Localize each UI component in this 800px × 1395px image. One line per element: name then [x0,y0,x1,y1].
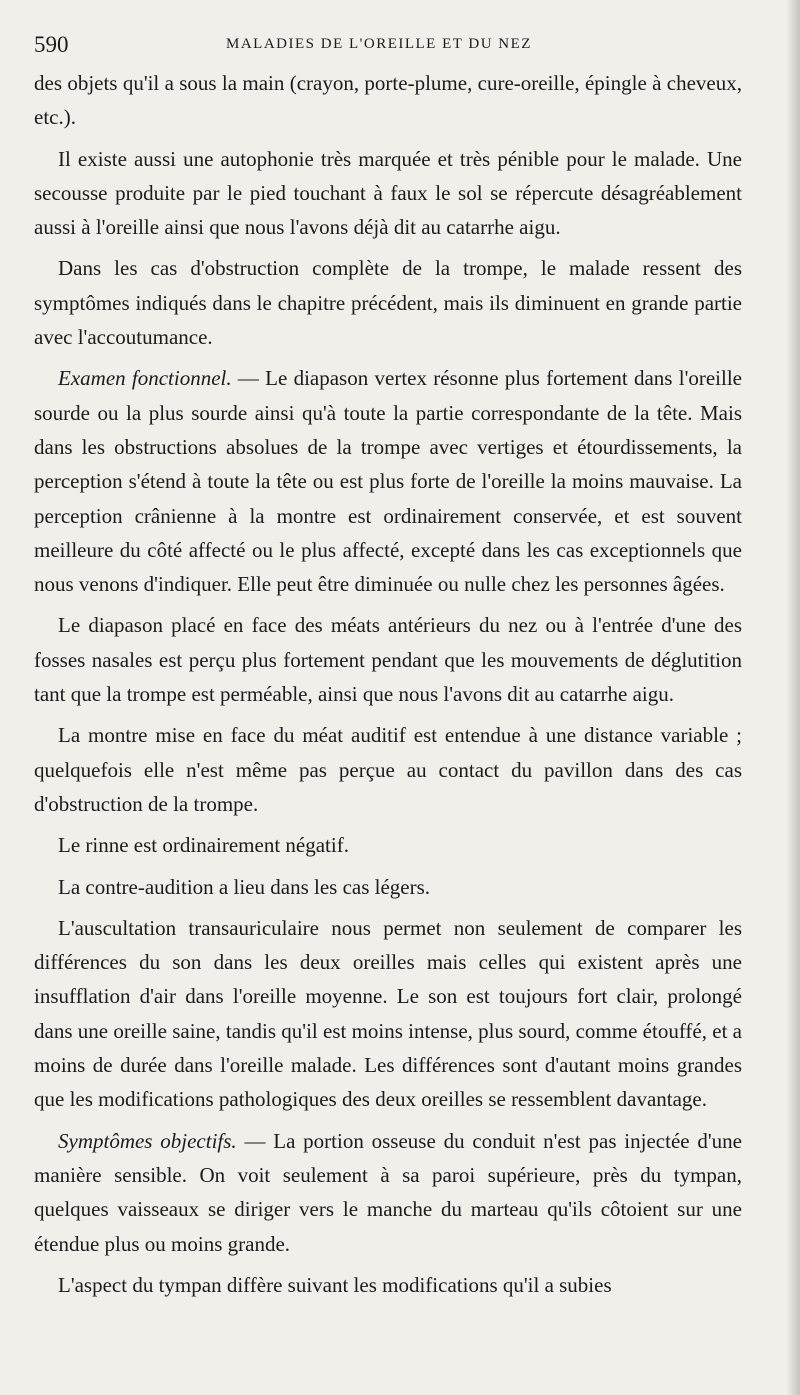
paragraph [34,251,742,354]
paragraph-text: L'aspect du tympan diffère suivant les modifications qu'il a subies [58,1272,612,1297]
section-lead: Symptômes objectifs. [58,1128,237,1153]
paragraph [34,1268,742,1302]
paragraph-text: L'auscultation transauriculaire nous permet non seulement de comparer les différences du son dans les deux oreilles mais celles qui existent après une insufflation d'air dans l'oreille moyenne. Le son est toujours fort clair, prolongé dans une oreille saine, tandis qu'il est moins intense, plus sourd, comme étouffé, et a moins de durée dans l'oreille malade. Les différences sont d'autant moins grandes que les modifications pathologiques des deux oreilles se ressemblent davantage. [34,915,742,1112]
paragraph-text: — La portion osseuse du conduit n'est pas injectée d'une manière sensible. On voit seulement à sa paroi supérieure, près du tympan, quelques vaisseaux se diriger vers le manche du marteau qu'ils côtoient sur une étendue plus ou moins grande. [34,1128,742,1256]
paragraph-text: Le rinne est ordinairement négatif. [58,833,349,858]
body-text [34,66,742,1302]
paragraph-text: La contre-audition a lieu dans les cas légers. [58,874,431,899]
running-title: MALADIES DE L'OREILLE ET DU NEZ [226,36,532,52]
paragraph [34,870,742,904]
section-lead: Examen fonctionnel. [58,366,232,391]
paragraph-text: Il existe aussi une autophonie très marquée et très pénible pour le malade. Une secousse produite par le pied touchant à faux le sol se répercute désagréablement aussi à l'oreille ainsi que nous l'avons déjà dit au catarrhe aigu. [34,146,742,240]
page-header [34,28,742,62]
paragraph-text: — Le diapason vertex résonne plus fortement dans l'oreille sourde ou la plus sourde ainsi qu'à toute la partie correspondante de la tête. Mais dans les obstructions absolues de la trompe avec vertiges et étourdissements, la perception s'étend à toute la tête ou est plus forte de l'oreille la moins mauvaise. La perception crânienne à la montre est ordinairement conservée, et est souvent meilleure du côté affecté ou le plus affecté, excepté dans les cas exceptionnels que nous venons d'indiquer. Elle peut être diminuée ou nulle chez les personnes âgées. [34,366,742,597]
paragraph [34,911,742,1117]
page-edge-shadow [786,0,800,1395]
page-number: 590 [34,32,69,57]
paragraph [34,828,742,862]
paragraph [34,361,742,601]
paragraph [34,718,742,821]
paragraph-text: Le diapason placé en face des méats antérieurs du nez ou à l'entrée d'une des fosses nasales est perçu plus fortement pendant que les mouvements de déglutition tant que la trompe est perméable, ainsi que nous l'avons dit au catarrhe aigu. [34,613,742,707]
paragraph-text: Dans les cas d'obstruction complète de la trompe, le malade ressent des symptômes indiqués dans le chapitre précédent, mais ils diminuent en grande partie avec l'accoutumance. [34,256,742,350]
paragraph [34,142,742,245]
paragraph-text: La montre mise en face du méat auditif est entendue à une distance variable ; quelquefois elle n'est même pas perçue au contact du pavillon dans des cas d'obstruction de la trompe. [34,723,742,816]
paragraph [34,608,742,711]
paragraph [34,66,742,135]
paragraph [34,1124,742,1261]
paragraph-text: des objets qu'il a sous la main (crayon, porte-plume, cure-oreille, épingle à cheveux, etc.). [34,71,742,130]
